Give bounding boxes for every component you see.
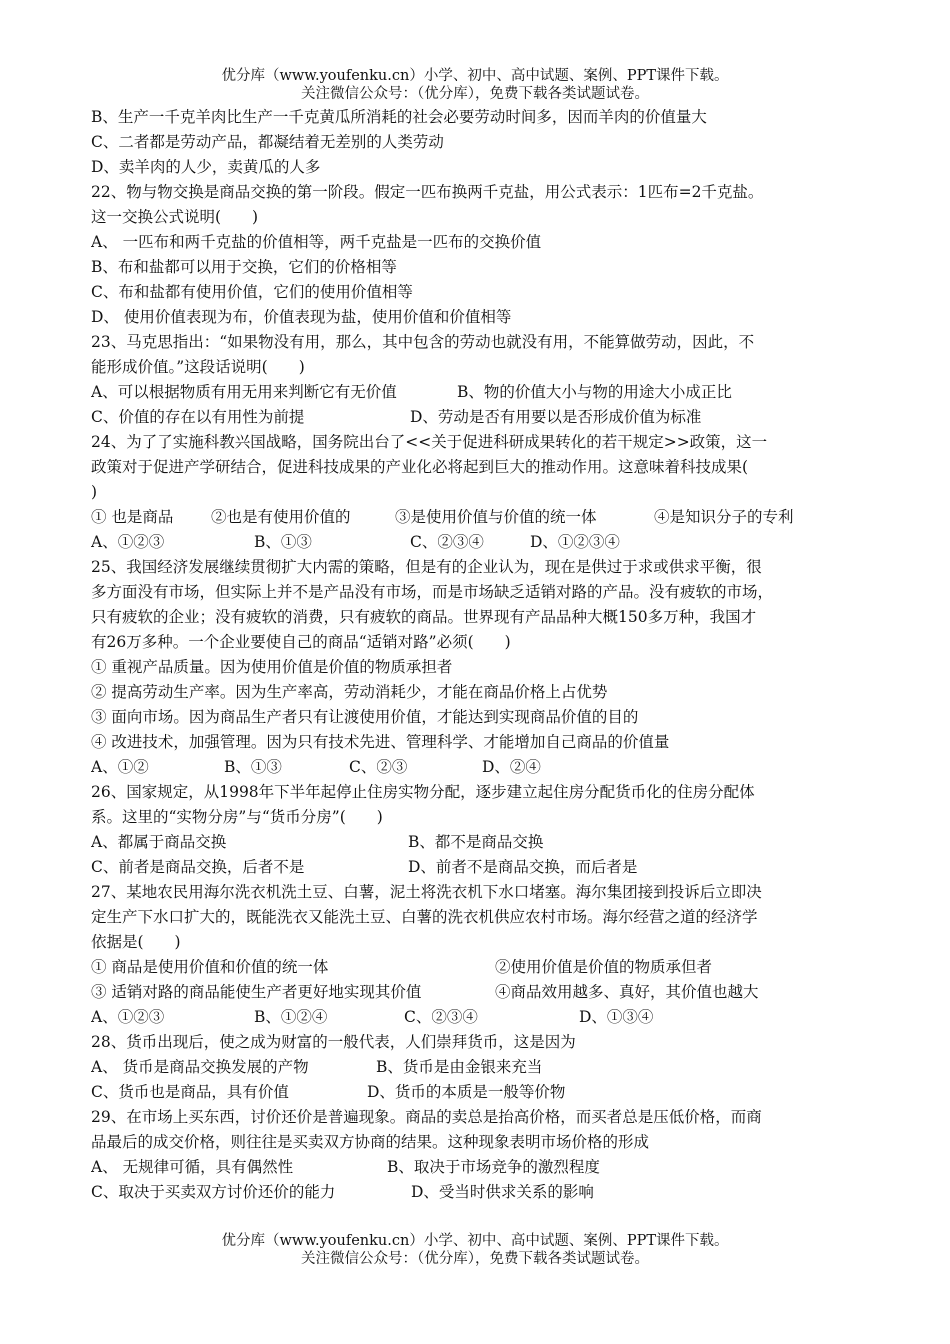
text-segment: B、取决于市场竞争的激烈程度 (387, 1158, 600, 1176)
text-line (91, 1155, 831, 1180)
text-segment: D、①②③④ (530, 533, 620, 551)
text-segment: B、布和盐都可以用于交换，它们的价格相等 (91, 258, 397, 276)
text-segment: C、取决于买卖双方讨价还价的能力 (91, 1183, 336, 1201)
text-segment: 定生产下水口扩大的，既能洗衣又能洗土豆、白薯的洗衣机供应农村市场。海尔经营之道的经济学 (91, 908, 758, 926)
text-line (91, 780, 831, 805)
text-line (91, 180, 831, 205)
page-header (0, 67, 950, 103)
text-segment: B、生产一千克羊肉比生产一千克黄瓜所消耗的社会必要劳动时间多，因而羊肉的价值量大 (91, 108, 707, 126)
text-line (91, 630, 831, 655)
text-segment: C、②③④ (410, 533, 484, 551)
text-segment: B、货币是由金银来充当 (376, 1058, 543, 1076)
text-segment: A、 无规律可循，具有偶然性 (91, 1158, 294, 1176)
text-line (91, 880, 831, 905)
text-line (91, 105, 831, 130)
text-line (91, 205, 831, 230)
text-line (91, 130, 831, 155)
text-segment: 23、马克思指出：“如果物没有用，那么，其中包含的劳动也就没有用，不能算做劳动，因此，不 (91, 333, 755, 351)
text-line (91, 805, 831, 830)
text-segment: C、②③ (349, 758, 408, 776)
text-line (91, 480, 831, 505)
text-segment: ④是知识分子的专利 (654, 508, 794, 526)
text-segment: C、前者是商品交换，后者不是 (91, 858, 305, 876)
header-line-1: 优分库（www.youfenku.cn）小学、初中、高中试题、案例、PPT课件下载。 (221, 68, 729, 84)
text-segment: 能形成价值。”这段话说明( ) (91, 358, 305, 376)
text-line (91, 1105, 831, 1130)
text-line (91, 705, 831, 730)
text-segment: A、①②③ (91, 533, 165, 551)
text-line (91, 1055, 831, 1080)
text-segment: C、二者都是劳动产品，都凝结着无差别的人类劳动 (91, 133, 444, 151)
text-segment: D、劳动是否有用要以是否形成价值为标准 (410, 408, 702, 426)
text-line (91, 1005, 831, 1030)
text-line (91, 555, 831, 580)
text-segment: A、 一匹布和两千克盐的价值相等，两千克盐是一匹布的交换价值 (91, 233, 542, 251)
text-line (91, 980, 831, 1005)
text-segment: 多方面没有市场，但实际上并不是产品没有市场，而是市场缺乏适销对路的产品。没有疲软的市场， (91, 583, 774, 601)
text-segment: 28、货币出现后，使之成为财富的一般代表，人们崇拜货币，这是因为 (91, 1033, 576, 1051)
text-segment: ③是使用价值与价值的统一体 (395, 508, 597, 526)
text-line (91, 530, 831, 555)
text-line (91, 755, 831, 780)
text-segment: ②使用价值是价值的物质承但者 (495, 958, 713, 976)
text-segment: A、可以根据物质有用无用来判断它有无价值 (91, 383, 397, 401)
text-segment: A、都属于商品交换 (91, 833, 227, 851)
text-segment: 品最后的成交价格，则往往是买卖双方协商的结果。这种现象表明市场价格的形成 (91, 1133, 650, 1151)
text-segment: C、布和盐都有使用价值，它们的使用价值相等 (91, 283, 413, 301)
text-segment: 只有疲软的企业；没有疲软的消费，只有疲软的商品。世界现有产品品种大概150多万种，我国才 (91, 608, 757, 626)
text-segment: C、价值的存在以有用性为前提 (91, 408, 305, 426)
text-line (91, 680, 831, 705)
text-line (91, 855, 831, 880)
text-line (91, 1080, 831, 1105)
text-segment: ③ 适销对路的商品能使生产者更好地实现其价值 (91, 983, 422, 1001)
text-segment: D、卖羊肉的人少，卖黄瓜的人多 (91, 158, 321, 176)
text-line (91, 255, 831, 280)
page-footer (0, 1232, 950, 1268)
text-segment: 系。这里的“实物分房”与“货币分房”( ) (91, 808, 383, 826)
text-line (91, 155, 831, 180)
text-segment: ① 也是商品 (91, 508, 174, 526)
text-segment: B、①②④ (254, 1008, 328, 1026)
text-line (91, 330, 831, 355)
text-segment: B、物的价值大小与物的用途大小成正比 (457, 383, 732, 401)
text-segment: 27、某地农民用海尔洗衣机洗土豆、白薯，泥土将洗衣机下水口堵塞。海尔集团接到投诉后立即决 (91, 883, 762, 901)
text-line (91, 280, 831, 305)
text-segment: 依据是( ) (91, 933, 181, 951)
text-line (91, 430, 831, 455)
text-segment: C、货币也是商品，具有价值 (91, 1083, 289, 1101)
text-line (91, 955, 831, 980)
text-line (91, 1130, 831, 1155)
text-line (91, 1180, 831, 1205)
text-segment: D、②④ (482, 758, 541, 776)
question-body (91, 105, 831, 1205)
text-line (91, 830, 831, 855)
text-line (91, 230, 831, 255)
text-segment: ②也是有使用价值的 (211, 508, 351, 526)
text-line (91, 455, 831, 480)
text-segment: D、货币的本质是一般等价物 (367, 1083, 566, 1101)
text-line (91, 355, 831, 380)
text-segment: A、①②③ (91, 1008, 165, 1026)
text-line (91, 730, 831, 755)
text-segment: ) (91, 483, 98, 501)
text-segment: A、①② (91, 758, 149, 776)
text-segment: C、②③④ (404, 1008, 478, 1026)
text-line (91, 655, 831, 680)
text-segment: ① 商品是使用价值和价值的统一体 (91, 958, 329, 976)
footer-line-1: 优分库（www.youfenku.cn）小学、初中、高中试题、案例、PPT课件下载。 (221, 1233, 729, 1249)
text-segment: 22、物与物交换是商品交换的第一阶段。假定一匹布换两千克盐，用公式表示：1匹布=2千克盐。 (91, 183, 764, 201)
text-segment: A、 货币是商品交换发展的产物 (91, 1058, 309, 1076)
text-segment: B、①③ (254, 533, 312, 551)
text-segment: ② 提高劳动生产率。因为生产率高，劳动消耗少，才能在商品价格上占优势 (91, 683, 608, 701)
header-line-2: 关注微信公众号：（优分库），免费下载各类试题试卷。 (301, 86, 649, 102)
text-segment: 有26万多种。一个企业要使自己的商品“适销对路”必须( ) (91, 633, 511, 651)
text-segment: D、 使用价值表现为布，价值表现为盐，使用价值和价值相等 (91, 308, 512, 326)
text-segment: D、受当时供求关系的影响 (411, 1183, 594, 1201)
text-segment: B、都不是商品交换 (408, 833, 544, 851)
text-line (91, 305, 831, 330)
text-segment: B、①③ (224, 758, 282, 776)
text-line (91, 1030, 831, 1055)
text-segment: 这一交换公式说明( ) (91, 208, 259, 226)
text-line (91, 605, 831, 630)
text-segment: D、①③④ (579, 1008, 654, 1026)
text-line (91, 580, 831, 605)
text-segment: 政策对于促进产学研结合，促进科技成果的产业化必将起到巨大的推动作用。这意味着科技成果( (91, 458, 749, 476)
text-segment: ① 重视产品质量。因为使用价值是价值的物质承担者 (91, 658, 453, 676)
text-line (91, 905, 831, 930)
text-segment: ④ 改进技术，加强管理。因为只有技术先进、管理科学、才能增加自己商品的价值量 (91, 733, 670, 751)
text-line (91, 930, 831, 955)
text-line (91, 380, 831, 405)
text-segment: 26、国家规定，从1998年下半年起停止住房实物分配，逐步建立起住房分配货币化的住房分配体 (91, 783, 755, 801)
footer-line-2: 关注微信公众号：（优分库），免费下载各类试题试卷。 (301, 1251, 649, 1267)
text-segment: D、前者不是商品交换，而后者是 (408, 858, 638, 876)
text-line (91, 505, 831, 530)
text-segment: ④商品效用越多、真好，其价值也越大 (495, 983, 759, 1001)
text-segment: 29、在市场上买东西，讨价还价是普遍现象。商品的卖总是抬高价格，而买者总是压低价格，而商 (91, 1108, 762, 1126)
text-segment: 25、我国经济发展继续贯彻扩大内需的策略，但是有的企业认为，现在是供过于求或供求平衡，很 (91, 558, 762, 576)
text-segment: ③ 面向市场。因为商品生产者只有让渡使用价值，才能达到实现商品价值的目的 (91, 708, 639, 726)
text-segment: 24、为了了实施科教兴国战略，国务院出台了<<关于促进科研成果转化的若干规定>>政策，这一 (91, 433, 768, 451)
text-line (91, 405, 831, 430)
